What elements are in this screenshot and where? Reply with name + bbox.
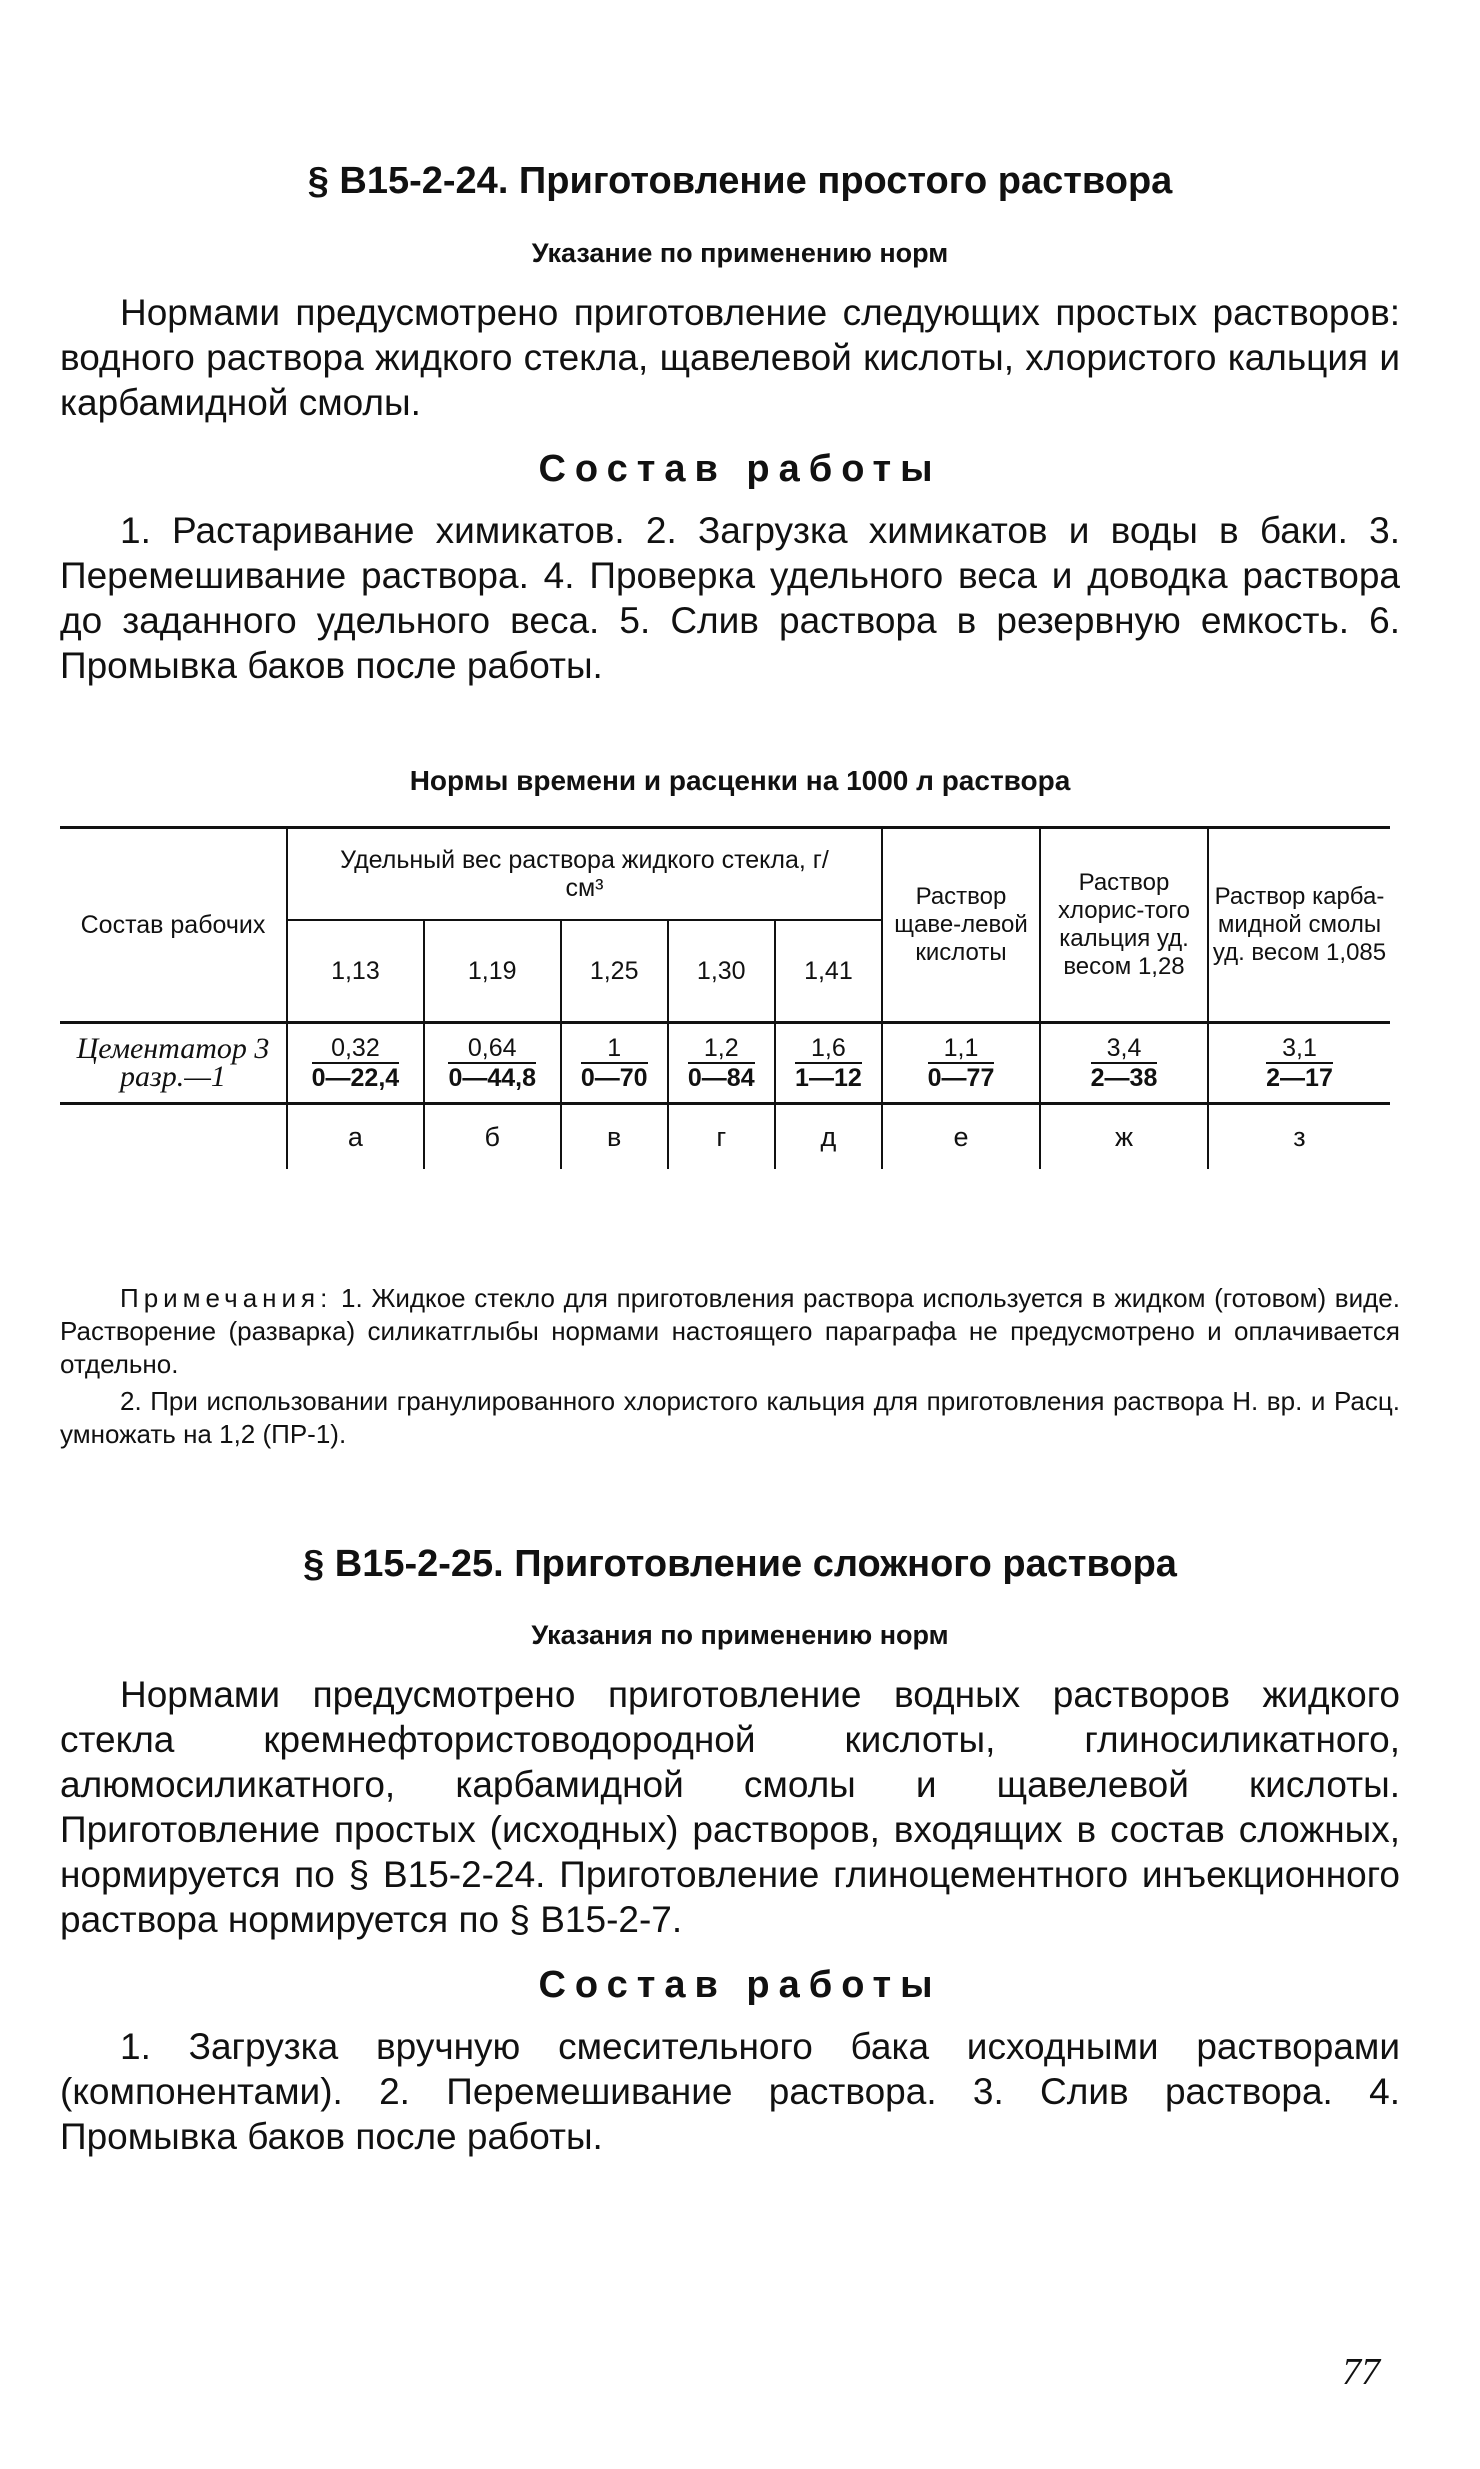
norm-value: 3,4 <box>1091 1034 1158 1064</box>
section2-subtitle: Указания по применению норм <box>531 1620 949 1650</box>
column-letter: г <box>668 1104 775 1170</box>
section2-title: § В15-2-25. Приготовление сложного раствора <box>303 1543 1177 1585</box>
norm-value: 3,1 <box>1266 1034 1333 1064</box>
density-3: 1,25 <box>561 920 668 1023</box>
density-4: 1,30 <box>668 920 775 1023</box>
price-value: 0—77 <box>927 1064 995 1092</box>
column-letter: а <box>287 1104 424 1170</box>
page-number: 77 <box>1342 2351 1380 2393</box>
column-letter: ж <box>1040 1104 1208 1170</box>
price-value: 0—22,4 <box>311 1064 400 1092</box>
section1-subtitle: Указание по применению норм <box>531 238 949 268</box>
header-calcium: Раствор хлорис-того кальция уд. весом 1,28 <box>1040 828 1208 1023</box>
cell-zh <box>1040 1023 1208 1104</box>
row-role: Цементатор 3 разр.—1 <box>60 1023 287 1104</box>
norm-value: 0,32 <box>312 1034 400 1064</box>
price-value: 0—44,8 <box>448 1064 536 1092</box>
header-density-group: Удельный вес раствора жидкого стекла, г/см³ <box>287 828 882 921</box>
norm-value: 0,64 <box>448 1034 536 1064</box>
price-value: 1—12 <box>795 1064 862 1092</box>
cell-v <box>561 1023 668 1104</box>
density-5: 1,41 <box>775 920 882 1023</box>
column-letter: в <box>561 1104 668 1170</box>
section2-work-title: Состав работы <box>538 1964 942 2006</box>
section2-work-text: 1. Загрузка вручную смесительного бака исходными растворами (компонентами). 2. Перемешивание раствора. 3. Слив раствора. 4. Промывка баков после работы. <box>60 2026 1400 2157</box>
section1-title: § В15-2-24. Приготовление простого раствора <box>307 160 1173 202</box>
cell-z <box>1208 1023 1390 1104</box>
section1-work-text: 1. Растаривание химикатов. 2. Загрузка химикатов и воды в баки. 3. Перемешивание раствора. 4. Проверка удельного веса и доводка раствора до заданного удельного веса. 5. Слив раствора в резервную емкость. 6. Промывка баков после работы. <box>60 510 1400 686</box>
cell-d <box>775 1023 882 1104</box>
norm-value: 1,6 <box>795 1034 862 1064</box>
norm-value: 1,1 <box>928 1034 995 1064</box>
header-resin: Раствор карба-мидной смолы уд. весом 1,085 <box>1208 828 1390 1023</box>
header-workers: Состав рабочих <box>60 828 287 1023</box>
note-1 <box>60 1282 1400 1381</box>
column-letter: б <box>424 1104 561 1170</box>
norms-table <box>60 826 1390 1169</box>
price-value: 0—84 <box>687 1064 755 1092</box>
note-1-text: 1. Жидкое стекло для приготовления раствора используется в жидком (готовом) виде. Растворение (разварка) силикатглыбы нормами настоящего параграфа не предусмотрено и оплачивается отдельно. <box>60 1283 1400 1379</box>
letters-row <box>60 1104 1390 1170</box>
cell-e <box>882 1023 1040 1104</box>
section2-intro: Нормами предусмотрено приготовление водных растворов жидкого стекла кремнефтористоводородной кислоты, глиносиликатного, алюмосиликатного, карбамидной смолы и щавелевой кислоты. Приготовление простых (исходных) растворов, входящих в состав сложных, нормируется по § В15-2-24. Приготовление глиноцементного инъекционного раствора нормируется по § В15-2-7. <box>60 1674 1400 1940</box>
density-1: 1,13 <box>287 920 424 1023</box>
table-caption: Нормы времени и расценки на 1000 л раствора <box>409 765 1071 796</box>
price-value: 2—38 <box>1090 1064 1158 1092</box>
cell-b <box>424 1023 561 1104</box>
price-value: 2—17 <box>1266 1064 1333 1092</box>
density-2: 1,19 <box>424 920 561 1023</box>
letter-empty <box>60 1104 287 1170</box>
norm-value: 1 <box>581 1034 648 1064</box>
column-letter: д <box>775 1104 882 1170</box>
cell-g <box>668 1023 775 1104</box>
norm-value: 1,2 <box>688 1034 755 1064</box>
column-letter: з <box>1208 1104 1390 1170</box>
cell-a <box>287 1023 424 1104</box>
section1-work-title: Состав работы <box>538 448 942 490</box>
header-oxalic: Раствор щаве-левой кислоты <box>882 828 1040 1023</box>
notes-label: Примечания: <box>120 1283 333 1313</box>
table-row <box>60 1023 1390 1104</box>
note-2: 2. При использовании гранулированного хлористого кальция для приготовления раствора Н. вр. и Расц. умножать на 1,2 (ПР-1). <box>60 1386 1400 1449</box>
section1-intro: Нормами предусмотрено приготовление следующих простых растворов: водного раствора жидкого стекла, щавелевой кислоты, хлористого кальция и карбамидной смолы. <box>60 292 1400 423</box>
column-letter: е <box>882 1104 1040 1170</box>
price-value: 0—70 <box>580 1064 648 1092</box>
